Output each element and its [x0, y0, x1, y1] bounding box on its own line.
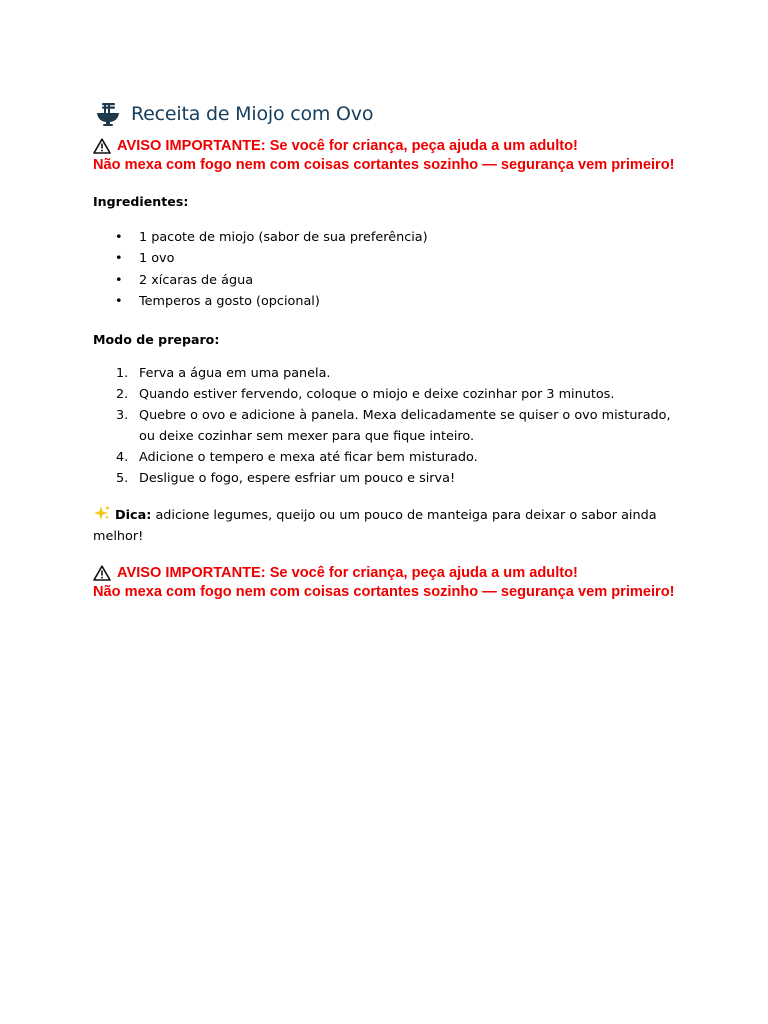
list-item — [93, 405, 683, 447]
ingredient-text: Temperos a gosto (opcional) — [139, 293, 320, 309]
ingredient-text: 1 ovo — [139, 251, 175, 267]
tip-label: Dica: — [115, 508, 152, 524]
document-page — [93, 98, 683, 601]
list-item — [93, 447, 683, 468]
warning-line-2: Não mexa com fogo nem com coisas cortantes sozinho — segurança vem primeiro! — [93, 583, 675, 600]
tip-text: adicione legumes, queijo ou um pouco de manteiga para deixar o sabor ainda melhor! — [93, 508, 657, 545]
method-label: Modo de preparo: — [93, 332, 220, 348]
noodle-bowl-icon — [95, 101, 121, 127]
step-number: 2. — [116, 387, 129, 403]
ingredient-text: 2 xícaras de água — [139, 272, 254, 288]
title-text: Receita de Miojo com Ovo — [131, 103, 374, 125]
step-text: Adicione o tempero e mexa até ficar bem misturado. — [139, 450, 478, 466]
list-item — [93, 270, 683, 291]
warning-block-bottom — [93, 564, 683, 601]
list-item — [93, 384, 683, 405]
step-number: 4. — [116, 450, 129, 466]
ingredient-text: 1 pacote de miojo (sabor de sua preferência) — [139, 230, 428, 245]
list-item — [93, 468, 683, 489]
bullet: • — [115, 293, 123, 309]
step-text: Desligue o fogo, espere esfriar um pouco e sirva! — [139, 471, 456, 487]
bullet: • — [115, 251, 123, 267]
tip-paragraph — [93, 505, 683, 547]
ingredients-label: Ingredientes: — [93, 194, 189, 209]
page-title — [93, 98, 683, 130]
warning-block-top — [93, 137, 683, 174]
warning-triangle-icon — [93, 565, 111, 581]
bullet: • — [115, 230, 123, 245]
warning-line-2: Não mexa com fogo nem com coisas cortantes sozinho — segurança vem primeiro! — [93, 156, 675, 173]
bullet: • — [115, 272, 123, 288]
list-item — [93, 227, 683, 248]
warning-triangle-icon — [93, 138, 111, 154]
step-text: Quebre o ovo e adicione à panela. Mexa delicadamente se quiser o ovo misturado, ou deixe cozinhar sem mexer para que fique inteiro. — [139, 408, 671, 445]
list-item — [93, 291, 683, 312]
steps-list — [93, 363, 683, 489]
ingredients-list — [93, 227, 683, 312]
step-number: 1. — [116, 366, 129, 382]
sparkles-icon — [93, 505, 111, 521]
warning-line-1: AVISO IMPORTANTE: Se você for criança, peça ajuda a um adulto! — [117, 138, 578, 154]
step-text: Quando estiver fervendo, coloque o miojo e deixe cozinhar por 3 minutos. — [139, 387, 615, 403]
step-number: 3. — [116, 408, 129, 424]
list-item — [93, 248, 683, 269]
step-text: Ferva a água em uma panela. — [139, 366, 331, 382]
warning-line-1: AVISO IMPORTANTE: Se você for criança, peça ajuda a um adulto! — [117, 565, 578, 582]
step-number: 5. — [116, 471, 129, 487]
list-item — [93, 363, 683, 384]
